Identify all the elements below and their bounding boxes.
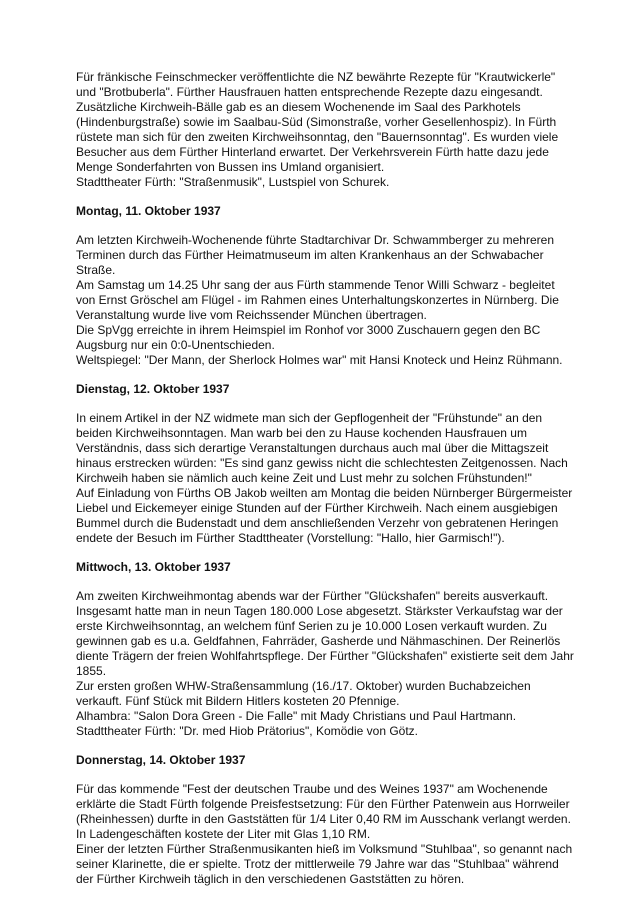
section-body (76, 233, 576, 368)
paragraph: Stadttheater Fürth: "Dr. med Hiob Prätorius", Komödie von Götz. (76, 724, 419, 738)
paragraph: Am letzten Kirchweih-Wochenende führte Stadtarchivar Dr. Schwammberger zu mehreren Terminen durch das Fürther Heimatmuseum im alten Krankenhaus an der Schwabacher Straße. (76, 233, 554, 277)
paragraph: In einem Artikel in der NZ widmete man sich der Gepflogenheit der "Frühstunde" an den beiden Kirchweihsonntagen. Man warb bei den zu Hause kochenden Hausfrauen um Verständnis, dass sich derartige Veranstaltungen durchaus auch mal über die Mittagszeit hinaus erstrecken würden: "Es sind ganz gewiss nicht die schlechtesten Zeitgenossen. Nach Kirchweih haben sie nämlich auch keine Zeit und Lust mehr zu solchen Frühstunden!" (76, 411, 568, 485)
paragraph: Stadttheater Fürth: "Straßenmusik", Lustspiel von Schurek. (76, 175, 390, 189)
paragraph: Weltspiegel: "Der Mann, der Sherlock Holmes war" mit Hansi Knoteck und Heinz Rühmann. (76, 353, 563, 367)
paragraph: Die SpVgg erreichte in ihrem Heimspiel im Ronhof vor 3000 Zuschauern gegen den BC Augsburg nur ein 0:0-Unentschieden. (76, 323, 541, 352)
paragraph: Auf Einladung von Fürths OB Jakob weilten am Montag die beiden Nürnberger Bürgermeister Liebel und Eickemeyer einige Stunden auf der Fürther Kirchweih. Nach einem ausgiebigen Bummel durch die Budenstadt und dem anschließenden Verzehr von gebratenen Heringen endete der Besuch im Fürther Stadttheater (Vorstellung: "Hallo, hier Garmisch!"). (76, 486, 573, 545)
paragraph: Für das kommende "Fest der deutschen Traube und des Weines 1937" am Wochenende erklärte die Stadt Fürth folgende Preisfestsetzung: Für den Fürther Patenwein aus Horrweiler (Rheinhessen) durfte in den Gaststätten für 1/4 Liter 0,40 RM im Ausschank verlangt werden. In Ladengeschäften kostete der Liter mit Glas 1,10 RM. (76, 782, 571, 841)
paragraph: Alhambra: "Salon Dora Green - Die Falle" mit Mady Christians und Paul Hartmann. (76, 709, 517, 723)
intro-block (76, 70, 576, 190)
section-body (76, 589, 576, 739)
paragraph: Am Samstag um 14.25 Uhr sang der aus Fürth stammende Tenor Willi Schwarz - begleitet von Ernst Gröschel am Flügel - im Rahmen eines Unterhaltungskonzertes in Nürnberg. Die Veranstaltung wurde live vom Reichssender München übertragen. (76, 278, 559, 322)
section-body (76, 411, 576, 546)
section-body (76, 782, 576, 887)
section-heading: Dienstag, 12. Oktober 1937 (76, 382, 230, 396)
paragraph: Für fränkische Feinschmecker veröffentlichte die NZ bewährte Rezepte für "Krautwickerle" und "Brotbuberla". Fürther Hausfrauen hatten entsprechende Rezepte dazu eingesandt. (76, 70, 556, 99)
paragraph: Einer der letzten Fürther Straßenmusikanten hieß im Volksmund "Stuhlbaa", so genannt nach seiner Klarinette, die er spielte. Trotz der mittlerweile 79 Jahre war das "Stuhlbaa" während der Fürther Kirchweih täglich in den verschiedenen Gaststätten zu hören. (76, 842, 573, 886)
paragraph: Zusätzliche Kirchweih-Bälle gab es an diesem Wochenende im Saal des Parkhotels (Hindenburgstraße) sowie im Saalbau-Süd (Simonstraße, vorher Gesellenhospiz). In Fürth rüstete man sich für den zweiten Kirchweihsonntag, den "Bauernsonntag". Es wurden viele Besucher aus dem Fürther Hinterland erwartet. Der Verkehrsverein Fürth hatte dazu jede Menge Sonderfahrten von Bussen ins Umland organisiert. (76, 100, 559, 174)
document-page (76, 70, 576, 887)
paragraph: Am zweiten Kirchweihmontag abends war der Fürther "Glückshafen" bereits ausverkauft. Insgesamt hatte man in neun Tagen 180.000 Lose abgesetzt. Stärkster Verkaufstag war der erste Kirchweihsonntag, an welchem fünf Serien zu je 10.000 Losen verkauft wurden. Zu gewinnen gab es u.a. Geldfahnen, Fahrräder, Gasherde und Nähmaschinen. Der Reinerlös diente Trägern der freien Wohlfahrtspflege. Der Fürther "Glückshafen" existierte seit dem Jahr 1855. (76, 589, 574, 678)
section-heading: Mittwoch, 13. Oktober 1937 (76, 560, 231, 574)
section-heading: Donnerstag, 14. Oktober 1937 (76, 753, 246, 767)
section-heading: Montag, 11. Oktober 1937 (76, 204, 221, 218)
paragraph: Zur ersten großen WHW-Straßensammlung (16./17. Oktober) wurden Buchabzeichen verkauft. Fünf Stück mit Bildern Hitlers kosteten 20 Pfennige. (76, 679, 531, 708)
